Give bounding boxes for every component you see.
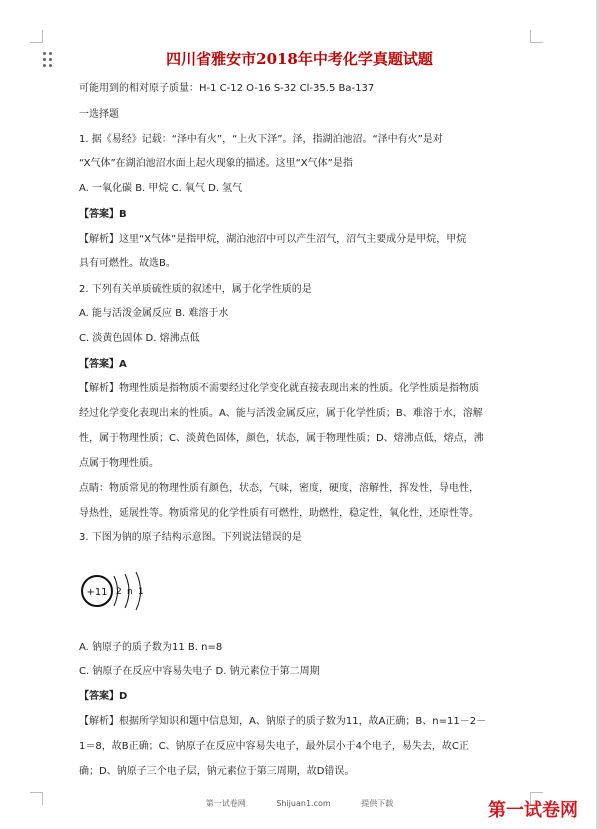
margin-corner-top-right — [530, 30, 543, 43]
q3-answer: 【答案】D — [79, 691, 128, 702]
q2-options-cd: C. 淡黄色固体 D. 熔沸点低 — [79, 333, 200, 344]
q2-tip-line-2: 导热性，延展性等。物质常见的化学性质有可燃性，助燃性，稳定性，氧化性，还原性等。 — [79, 508, 479, 519]
shell-3-electrons: 1 — [138, 587, 144, 597]
q1-analysis-line-2: 具有可燃性。故选B。 — [79, 258, 176, 269]
atomic-masses: 可能用到的相对原子质量：H-1 C-12 O-16 S-32 Cl-35.5 Ba-137 — [79, 83, 375, 94]
q2-analysis-line-4: 点属于物理性质。 — [79, 458, 159, 469]
shell-2-electrons: n — [127, 587, 133, 597]
q3-options-cd: C. 钠原子在反应中容易失电子 D. 钠元素位于第二周期 — [79, 666, 320, 677]
document-title: 四川省雅安市2018年中考化学真题试题 — [166, 50, 433, 68]
brand-logo-text: 第一试卷网 — [488, 800, 578, 821]
q2-tip-line-1: 点睛：物质常见的物理性质有颜色，状态，气味，密度，硬度，溶解性，挥发性，导电性， — [79, 483, 479, 494]
q1-options: A. 一氧化碳 B. 甲烷 C. 氧气 D. 氢气 — [79, 183, 243, 194]
q2-stem: 2. 下列有关单质硫性质的叙述中，属于化学性质的是 — [79, 284, 312, 295]
q1-stem-line-2: “X气体”在湖泊池沼水面上起火现象的描述。这里“X气体”是指 — [79, 158, 353, 169]
q1-analysis-line-1: 【解析】这里“X气体”是指甲烷，湖泊池沼中可以产生沼气，沼气主要成分是甲烷，甲烷 — [79, 234, 467, 245]
q2-analysis-line-1: 【解析】物理性质是指物质不需要经过化学变化就直接表现出来的性质。化学性质是指物质 — [79, 383, 479, 394]
footer-site-name: 第一试卷网 — [205, 799, 246, 808]
q2-analysis-line-2: 经过化学变化表现出来的性质。A、能与活泼金属反应，属于化学性质；B、难溶于水，溶解 — [79, 408, 483, 419]
q3-analysis-line-3: 确；D、钠原子三个电子层，钠元素位于第三周期，故D错误。 — [79, 766, 355, 777]
footer-provider: 提供下载 — [361, 799, 394, 808]
q3-options-ab: A. 钠原子的质子数为11 B. n=8 — [79, 642, 223, 653]
q1-answer: 【答案】B — [79, 209, 127, 220]
q2-options-ab: A. 能与活泼金属反应 B. 难溶于水 — [79, 308, 229, 319]
q2-analysis-line-3: 性，属于物理性质；C、淡黄色固体，颜色，状态，属于物理性质；D、熔沸点低，熔点，沸 — [79, 433, 484, 444]
atom-nucleus-label: +11 — [86, 587, 108, 598]
q3-analysis-line-1: 【解析】根据所学知识和题中信息知，A、钠原子的质子数为11，故A正确；B、n=11－2－ — [79, 716, 487, 727]
sodium-atom-diagram — [80, 568, 150, 620]
footer-site-url: Shijuan1.com — [276, 799, 331, 808]
margin-corner-top-left — [30, 30, 43, 43]
section-heading: 一选择题 — [79, 109, 119, 120]
q3-analysis-line-2: 1＝8，故B正确；C、钠原子在反应中容易失电子，最外层小于4个电子，易失去，故C正 — [79, 741, 469, 752]
shell-1-electrons: 2 — [116, 587, 122, 597]
q2-answer: 【答案】A — [79, 359, 127, 370]
q1-stem-line-1: 1. 据《易经》记载：“泽中有火”，“上火下泽”。泽，指湖泊池沼。“泽中有火”是对 — [79, 134, 443, 145]
q3-stem: 3. 下图为钠的原子结构示意图。下列说法错误的是 — [79, 532, 302, 543]
